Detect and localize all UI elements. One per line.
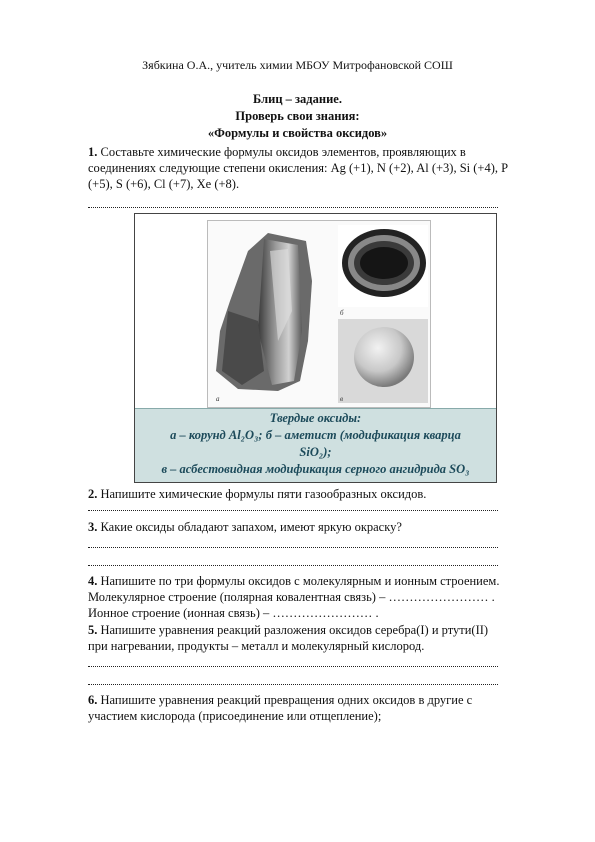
mineral-photos <box>207 220 431 408</box>
corundum-crystal <box>216 233 312 391</box>
answer-line[interactable] <box>88 674 498 685</box>
question-1 <box>88 144 518 192</box>
amethyst-geode <box>338 225 428 307</box>
figure-label-a: а <box>216 395 220 403</box>
caption-line: в – асбестовидная модификация серного ангидрида SO₃ <box>161 462 470 476</box>
answer-line[interactable] <box>88 656 498 667</box>
figure-label-c: в <box>340 395 344 403</box>
question-text: Какие оксиды обладают запахом, имеют яркую окраску? <box>97 520 402 534</box>
molecular-structure-line: Молекулярное строение (полярная ковалентная связь) – …………………… . <box>88 590 495 604</box>
answer-line[interactable] <box>88 197 498 208</box>
ionic-structure-line: Ионное строение (ионная связь) – …………………… . <box>88 606 379 620</box>
so3-sphere <box>338 319 428 403</box>
mineral-illustration <box>208 221 430 407</box>
caption-line: а – корунд Al₂O₃; б – аметист (модификация кварца <box>170 428 461 442</box>
oxides-figure <box>134 213 497 483</box>
figure-label-b: б <box>340 309 344 317</box>
author-line: Зябкина О.А., учитель химии МБОУ Митрофановской СОШ <box>142 58 453 72</box>
worksheet-title: Блиц – задание. <box>253 92 342 106</box>
caption-line: SiO₂); <box>299 445 332 459</box>
answer-line[interactable] <box>88 537 498 548</box>
question-number: 2. <box>88 487 98 501</box>
worksheet-topic: «Формулы и свойства оксидов» <box>207 126 388 140</box>
question-number: 6. <box>88 693 98 707</box>
question-3 <box>88 519 518 535</box>
question-number: 5. <box>88 623 98 637</box>
question-number: 3. <box>88 520 98 534</box>
question-text: Напишите химические формулы пяти газообразных оксидов. <box>97 487 427 501</box>
answer-line[interactable] <box>88 555 498 566</box>
question-text: соединениях следующие степени окисления: Ag (+1), N (+2), Al (+3), Si (+4), P <box>88 161 509 175</box>
answer-line[interactable] <box>88 500 498 511</box>
question-text: Напишите уравнения реакций разложения оксидов серебра(I) и ртути(II) <box>97 623 489 637</box>
question-text: Составьте химические формулы оксидов элементов, проявляющих в <box>97 145 466 159</box>
question-text: Напишите уравнения реакций превращения одних оксидов в другие с <box>97 693 473 707</box>
question-number: 4. <box>88 574 98 588</box>
question-5 <box>88 622 518 654</box>
question-6 <box>88 692 518 724</box>
worksheet-subtitle: Проверь свои знания: <box>235 109 360 123</box>
question-text: участием кислорода (присоединение или отщепление); <box>88 709 382 723</box>
question-text: (+5), S (+6), Cl (+7), Xe (+8). <box>88 177 240 191</box>
question-4 <box>88 573 518 621</box>
question-number: 1. <box>88 145 98 159</box>
question-text: Напишите по три формулы оксидов с молекулярным и ионным строением. <box>97 574 500 588</box>
question-text: при нагревании, продукты – металл и молекулярный кислород. <box>88 639 425 653</box>
caption-line: Твердые оксиды: <box>269 411 362 425</box>
figure-caption <box>135 408 496 482</box>
